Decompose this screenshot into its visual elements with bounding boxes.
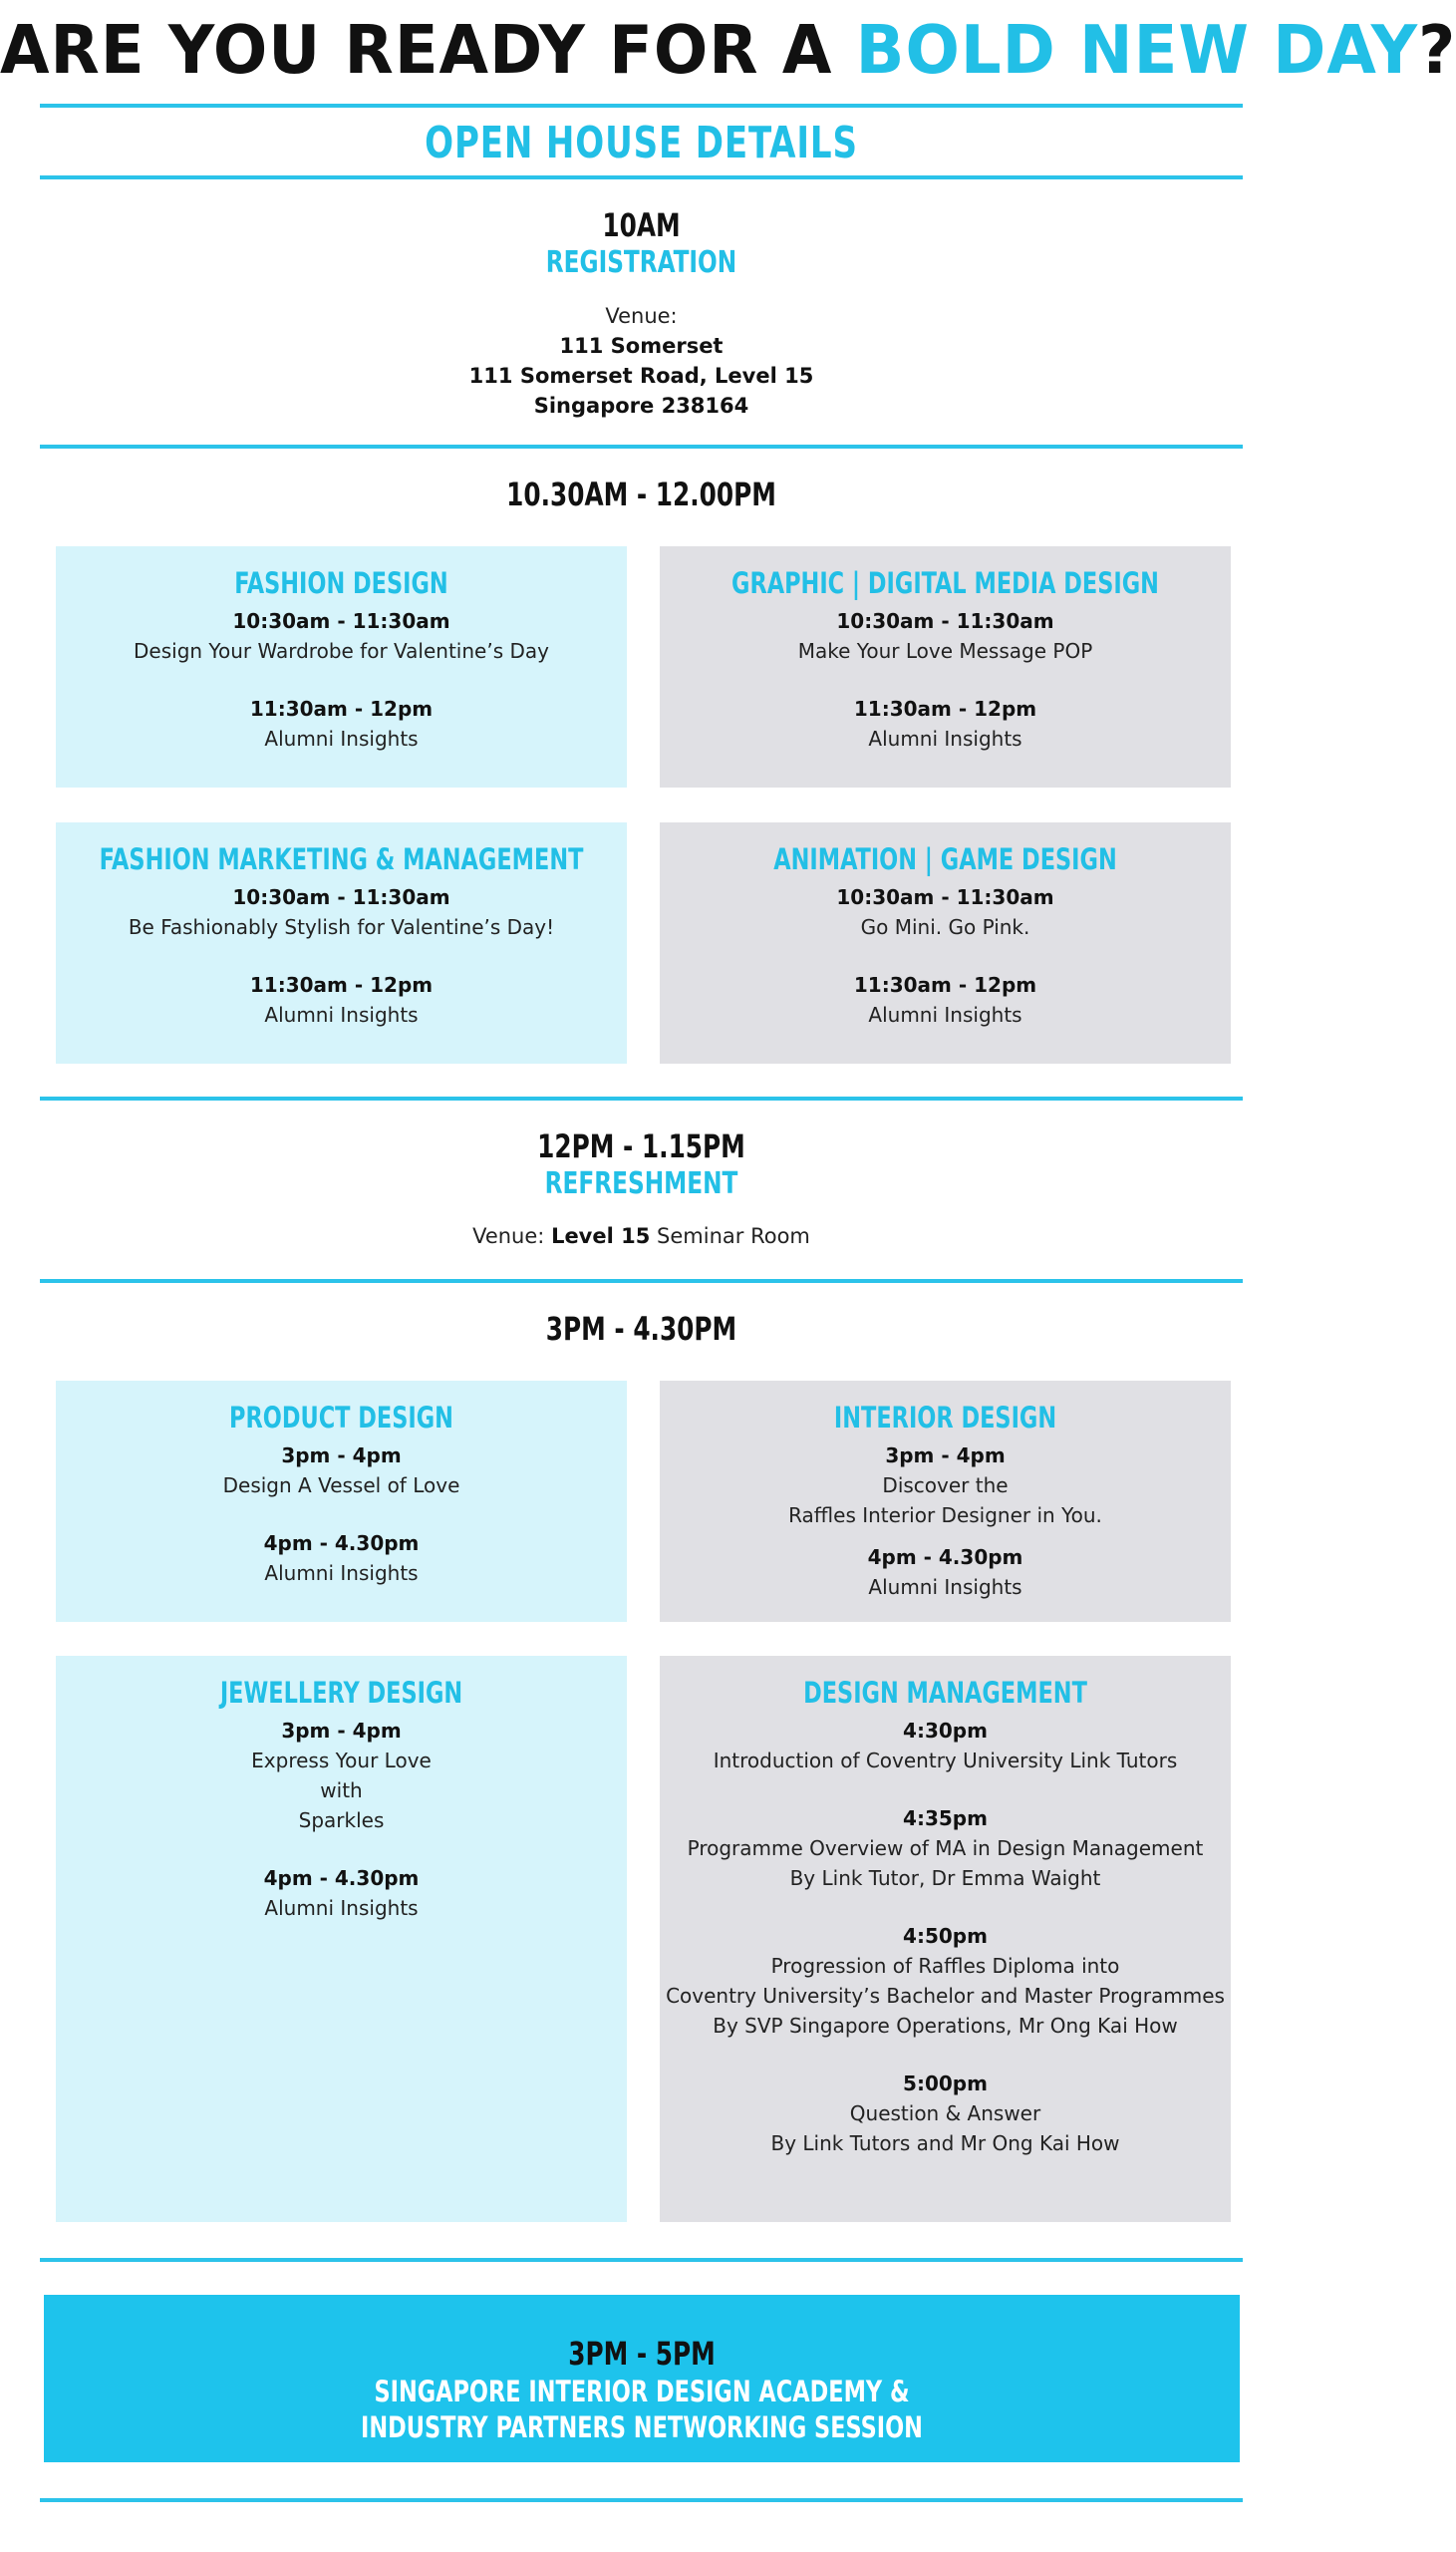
- card-time: 11:30am - 12pm: [853, 973, 1037, 997]
- refreshment-label: REFRESHMENT: [544, 1166, 738, 1201]
- title-question-mark: ?: [1418, 12, 1456, 90]
- venue-label: Venue:: [472, 1224, 545, 1248]
- card-time: 3pm - 4pm: [885, 1443, 1006, 1467]
- registration-time: 10AM: [602, 206, 681, 244]
- card-title: INTERIOR DESIGN: [833, 1401, 1057, 1435]
- card-time: 10:30am - 11:30am: [232, 609, 450, 633]
- card-desc: Sparkles: [298, 1808, 385, 1832]
- divider: [40, 175, 1243, 179]
- card-desc: Alumni Insights: [868, 727, 1022, 751]
- networking-banner: [44, 2295, 1240, 2462]
- card-desc: Alumni Insights: [264, 1003, 419, 1027]
- interior-design-card: [660, 1381, 1231, 1622]
- card-time: 11:30am - 12pm: [853, 697, 1037, 721]
- card-desc: Alumni Insights: [264, 1896, 419, 1920]
- card-time: 4:35pm: [903, 1806, 988, 1830]
- animation-card: [660, 822, 1231, 1064]
- card-desc: Design Your Wardrobe for Valentine’s Day: [134, 639, 549, 663]
- session2-time: 3PM - 4.30PM: [545, 1310, 737, 1348]
- card-desc: Make Your Love Message POP: [797, 639, 1093, 663]
- jewellery-design-card: [56, 1656, 627, 2222]
- card-desc: By Link Tutor, Dr Emma Waight: [789, 1866, 1101, 1890]
- card-desc: Alumni Insights: [868, 1003, 1022, 1027]
- graphic-design-card: [660, 546, 1231, 788]
- card-title: JEWELLERY DESIGN: [219, 1676, 463, 1710]
- card-time: 3pm - 4pm: [281, 1719, 402, 1743]
- refreshment-time: 12PM - 1.15PM: [537, 1127, 745, 1165]
- refreshment-venue: [0, 1224, 1283, 1248]
- venue-label: Venue:: [605, 304, 678, 328]
- card-desc: Alumni Insights: [264, 1561, 419, 1585]
- fashion-marketing-card: [56, 822, 627, 1064]
- card-desc: Progression of Raffles Diploma into: [770, 1954, 1120, 1978]
- card-time: 4:30pm: [903, 1719, 988, 1743]
- open-house-heading: OPEN HOUSE DETAILS: [425, 118, 858, 168]
- card-title: GRAPHIC | DIGITAL MEDIA DESIGN: [731, 566, 1159, 600]
- card-time: 10:30am - 11:30am: [232, 885, 450, 909]
- card-title: PRODUCT DESIGN: [229, 1401, 453, 1435]
- design-management-card: [660, 1656, 1231, 2222]
- registration-label: REGISTRATION: [545, 245, 737, 280]
- title-part-black: ARE YOU READY FOR A: [0, 12, 856, 90]
- networking-time: 3PM - 5PM: [568, 2335, 716, 2373]
- product-design-card: [56, 1381, 627, 1622]
- card-desc: Go Mini. Go Pink.: [860, 915, 1030, 939]
- card-time: 4pm - 4.30pm: [263, 1531, 420, 1555]
- card-desc: with: [320, 1778, 363, 1802]
- card-desc: Discover the: [882, 1473, 1009, 1497]
- card-time: 5:00pm: [903, 2072, 988, 2095]
- card-desc: Design A Vessel of Love: [222, 1473, 460, 1497]
- card-time: 11:30am - 12pm: [249, 973, 434, 997]
- card-desc: Programme Overview of MA in Design Management: [687, 1836, 1204, 1860]
- card-desc: Raffles Interior Designer in You.: [788, 1503, 1102, 1527]
- card-title: FASHION MARKETING & MANAGEMENT: [99, 842, 584, 876]
- session1-time: 10.30AM - 12.00PM: [506, 476, 776, 513]
- venue-room: Seminar Room: [657, 1224, 810, 1248]
- card-time: 3pm - 4pm: [281, 1443, 402, 1467]
- divider: [40, 104, 1243, 108]
- card-time: 10:30am - 11:30am: [836, 885, 1054, 909]
- divider: [40, 1097, 1243, 1101]
- networking-line1: SINGAPORE INTERIOR DESIGN ACADEMY &: [374, 2375, 910, 2408]
- venue-name: 111 Somerset: [559, 334, 724, 358]
- card-desc: By Link Tutors and Mr Ong Kai How: [770, 2131, 1120, 2155]
- card-title: DESIGN MANAGEMENT: [803, 1676, 1087, 1710]
- card-desc: Alumni Insights: [264, 727, 419, 751]
- page-title: [0, 12, 1456, 90]
- title-part-cyan: BOLD NEW DAY: [855, 12, 1419, 90]
- card-desc: Question & Answer: [849, 2101, 1041, 2125]
- card-time: 4:50pm: [903, 1924, 988, 1948]
- divider: [40, 2498, 1243, 2502]
- card-desc: By SVP Singapore Operations, Mr Ong Kai How: [713, 2014, 1178, 2038]
- card-desc: Be Fashionably Stylish for Valentine’s Day!: [128, 915, 555, 939]
- venue-postal: Singapore 238164: [533, 394, 749, 418]
- card-desc: Alumni Insights: [868, 1575, 1022, 1599]
- divider: [40, 445, 1243, 449]
- card-desc: Coventry University’s Bachelor and Master Programmes: [666, 1984, 1225, 2008]
- card-time: 4pm - 4.30pm: [867, 1545, 1023, 1569]
- card-title: FASHION DESIGN: [234, 566, 448, 600]
- card-time: 10:30am - 11:30am: [836, 609, 1054, 633]
- card-time: 11:30am - 12pm: [249, 697, 434, 721]
- divider: [40, 1279, 1243, 1283]
- networking-line2: INDUSTRY PARTNERS NETWORKING SESSION: [361, 2410, 923, 2444]
- fashion-design-card: [56, 546, 627, 788]
- venue-address: 111 Somerset Road, Level 15: [468, 364, 814, 388]
- divider: [40, 2258, 1243, 2262]
- card-title: ANIMATION | GAME DESIGN: [773, 842, 1117, 876]
- venue-level: Level 15: [551, 1224, 651, 1248]
- card-desc: Express Your Love: [251, 1749, 432, 1772]
- card-time: 4pm - 4.30pm: [263, 1866, 420, 1890]
- card-desc: Introduction of Coventry University Link Tutors: [713, 1749, 1178, 1772]
